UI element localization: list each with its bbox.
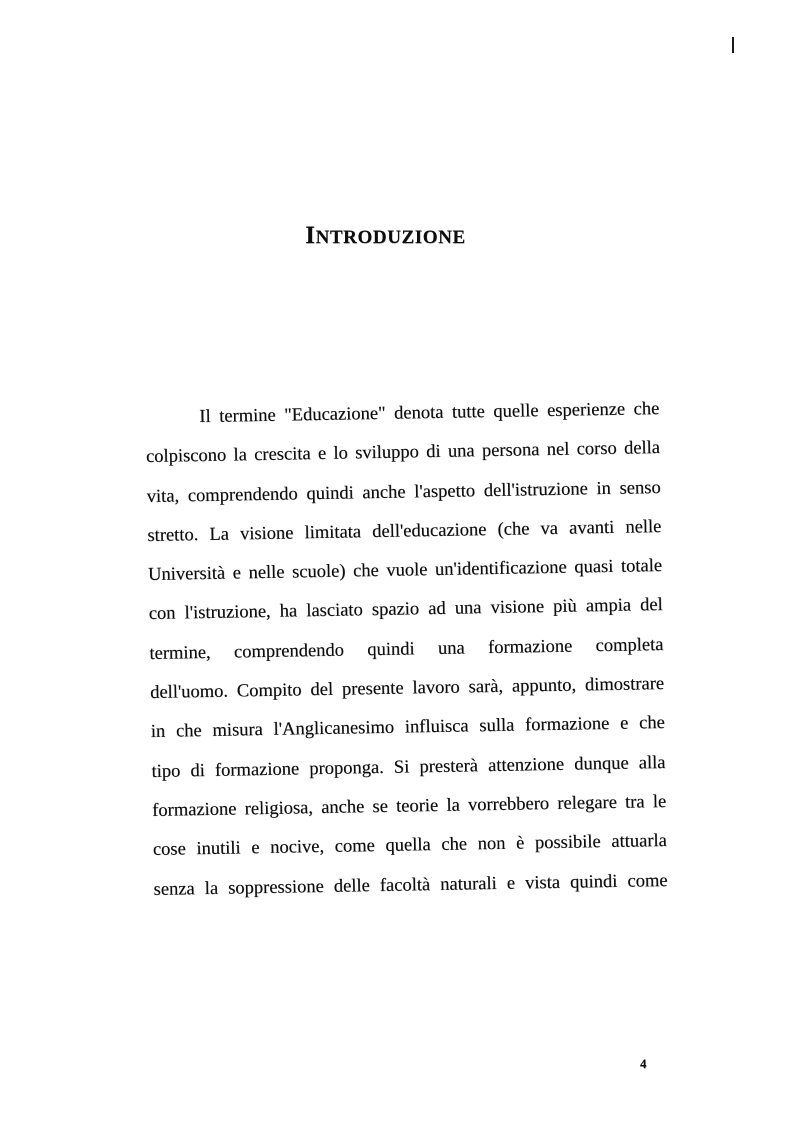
paragraph-line: in che misura l'Anglicanesimo influisca sulla formazione e che (150, 713, 665, 743)
section-title-initial: I (305, 222, 316, 249)
paragraph-line: Il termine "Educazione" denota tutte quelle esperienze che (199, 399, 660, 428)
paragraph-line: tipo di formazione proponga. Si presterà attenzione dunque alla (151, 752, 666, 782)
paragraph-line: formazione religiosa, anche se teorie la vorrebbero relegare tra le (152, 791, 667, 821)
paragraph-line: termine, comprendendo quindi una formazione completa (149, 634, 664, 664)
page-number: 4 (640, 1056, 647, 1071)
paragraph-line: colpiscono la crescita e lo sviluppo di una persona nel corso della (145, 438, 661, 468)
paragraph-line: cose inutili e nocive, come quella che non è possibile attuarla (152, 831, 667, 861)
paragraph-line: vita, comprendendo quindi anche l'aspetto dell'istruzione in senso (146, 477, 661, 507)
paragraph-line: dell'uomo. Compito del presente lavoro sarà, appunto, dimostrare (149, 674, 665, 704)
section-title (0, 222, 782, 250)
paragraph-line: Università e nelle scuole) che vuole un'identificazione quasi totale (147, 556, 663, 586)
paragraph-line: senza la soppressione delle facoltà naturali e vista quindi come (153, 870, 668, 900)
paragraph-line: stretto. La visione limitata dell'educazione (che va avanti nelle (147, 516, 662, 546)
intro-paragraph (145, 390, 668, 910)
margin-tick-mark (732, 37, 734, 53)
paragraph-line: con l'istruzione, ha lasciato spazio ad una visione più ampia del (148, 595, 663, 625)
section-title-rest: NTRODUZIONE (315, 227, 466, 248)
